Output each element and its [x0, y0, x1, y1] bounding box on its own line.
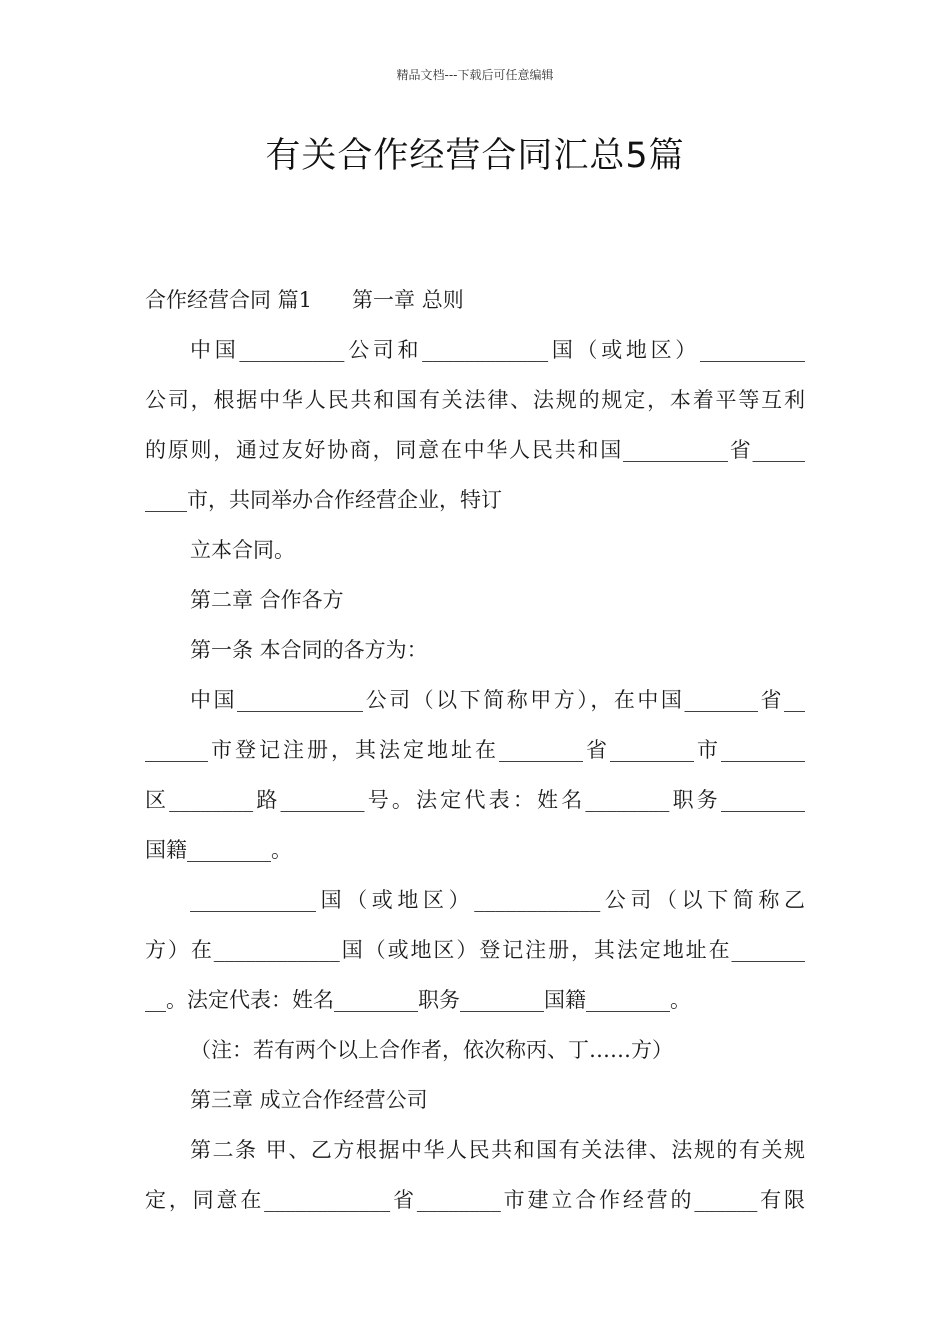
paragraph-line: 的原则，通过友好协商，同意在中华人民共和国__________省_____	[145, 438, 805, 462]
section-heading-line	[145, 286, 805, 314]
paragraph-line: __。法定代表：姓名________职务________国籍________。	[145, 988, 691, 1012]
note-line: （注：若有两个以上合作者，依次称丙、丁……方）	[190, 1038, 673, 1062]
document-title: 有关合作经营合同汇总5篇	[265, 136, 685, 176]
paragraph-line: 方）在____________国（或地区）登记注册，其法定地址在_______	[145, 938, 805, 962]
paragraph-line: 公司，根据中华人民共和国有关法律、法规的规定，本着平等互利	[145, 388, 805, 412]
chapter-heading: 第二章 合作各方	[190, 588, 344, 612]
page-header-note: 精品文档---下载后可任意编辑	[396, 68, 554, 82]
contract-title: 合作经营合同 篇1	[145, 288, 313, 312]
chapter-heading: 第一章 总则	[352, 288, 464, 312]
paragraph-line: 定，同意在____________省________市建立合作经营的______有限	[145, 1188, 805, 1212]
chapter-heading: 第三章 成立合作经营公司	[190, 1088, 428, 1112]
paragraph-line: ____市，共同举办合作经营企业，特订	[145, 488, 502, 512]
paragraph-line: 立本合同。	[190, 538, 295, 562]
paragraph-line: 国籍________。	[145, 838, 292, 862]
paragraph-line: 中国__________公司和____________国（或地区）__________	[190, 338, 805, 362]
paragraph-line: ____________国（或地区）____________公司（以下简称乙	[190, 888, 805, 912]
article-line: 第二条 甲、乙方根据中华人民共和国有关法律、法规的有关规	[190, 1138, 805, 1162]
article-line: 第一条 本合同的各方为：	[190, 638, 428, 662]
paragraph-line: ______市登记注册，其法定地址在________省________市________	[145, 738, 805, 762]
paragraph-line: 区________路________号。法定代表：姓名________职务________	[145, 788, 805, 812]
paragraph-line: 中国____________公司（以下简称甲方），在中国_______省__	[190, 688, 805, 712]
